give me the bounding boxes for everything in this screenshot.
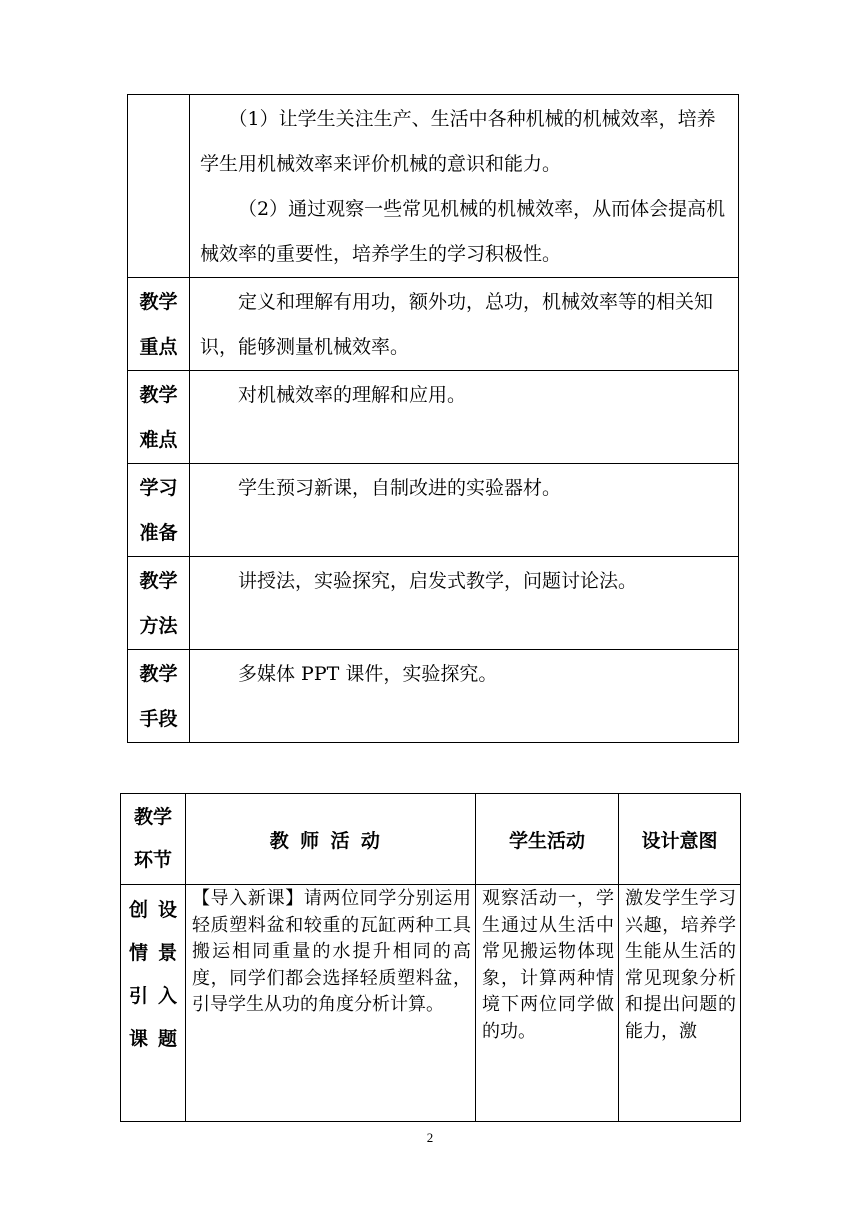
label-line-1: 教学 [139,663,178,685]
row-text: 对机械效率的理解和应用。 [238,384,467,406]
lesson-process-table [120,793,741,1122]
stage-cell [121,885,186,1122]
stage-line: 创设 [129,899,177,921]
stage-line: 情景 [129,942,177,964]
row-content [190,278,739,371]
header-teacher-text: 教师活动 [269,829,392,852]
student-activity-cell: 观察活动一，学生通过从生活中常见搬运物体现象，计算两种情境下两位同学做的功。 [476,885,619,1122]
table-row [121,885,741,1122]
row-text: 讲授法，实验探究，启发式教学，问题讨论法。 [238,570,638,592]
goals-content [190,95,739,278]
objectives-table [127,94,739,743]
label-line-1: 学习 [139,477,178,499]
goals-label-cell [128,95,190,278]
goal-paragraph-1: （1）让学生关注生产、生活中各种机械的机械效率，培养学生用机械效率来评价机械的意识和能力。 [200,108,716,175]
label-line-1: 教学 [139,570,178,592]
header-design-text: 设计意图 [641,829,718,852]
methods-row [128,557,739,650]
label-line-2: 方法 [139,615,178,637]
row-text: 学生预习新课，自制改进的实验器材。 [238,477,562,499]
header-stage [121,794,186,885]
row-content [190,371,739,464]
page-number: 2 [426,1130,434,1145]
row-content [190,650,739,743]
header-student [476,794,619,885]
label-line-2: 准备 [139,522,178,544]
row-text: 多媒体 PPT 课件，实验探究。 [238,663,498,685]
label-line-1: 教学 [139,384,178,406]
row-text: 定义和理解有用功，额外功，总功，机械效率等的相关知识，能够测量机械效率。 [200,291,714,358]
goal-paragraph-2: （2）通过观察一些常见机械的机械效率，从而体会提高机械效率的重要性，培养学生的学习积极性。 [200,198,726,265]
means-row [128,650,739,743]
label-line-2: 难点 [139,429,178,451]
stage-line: 引入 [129,985,177,1007]
stage-line: 课题 [129,1028,177,1050]
design-intent-cell: 激发学生学习兴趣，培养学生能从生活的常见现象分析和提出问题的能力，激 [619,885,741,1122]
header-design [619,794,741,885]
header-student-text: 学生活动 [508,829,585,852]
teacher-activity-cell: 【导入新课】请两位同学分别运用轻质塑料盆和较重的瓦缸两种工具搬运相同重量的水提升相同的高度，同学们都会选择轻质塑料盆，引导学生从功的角度分析计算。 [186,885,476,1122]
header-teacher [186,794,476,885]
row-label [128,557,190,650]
key-points-row [128,278,739,371]
row-label [128,371,190,464]
difficulties-row [128,371,739,464]
header-stage-line-1: 教学 [133,806,172,828]
label-line-1: 教学 [139,291,178,313]
preparation-row [128,464,739,557]
label-line-2: 重点 [139,336,178,358]
label-line-2: 手段 [139,708,178,730]
row-content [190,464,739,557]
row-content [190,557,739,650]
row-label [128,464,190,557]
header-stage-line-2: 环节 [133,849,172,871]
row-label [128,278,190,371]
row-label [128,650,190,743]
header-row [121,794,741,885]
